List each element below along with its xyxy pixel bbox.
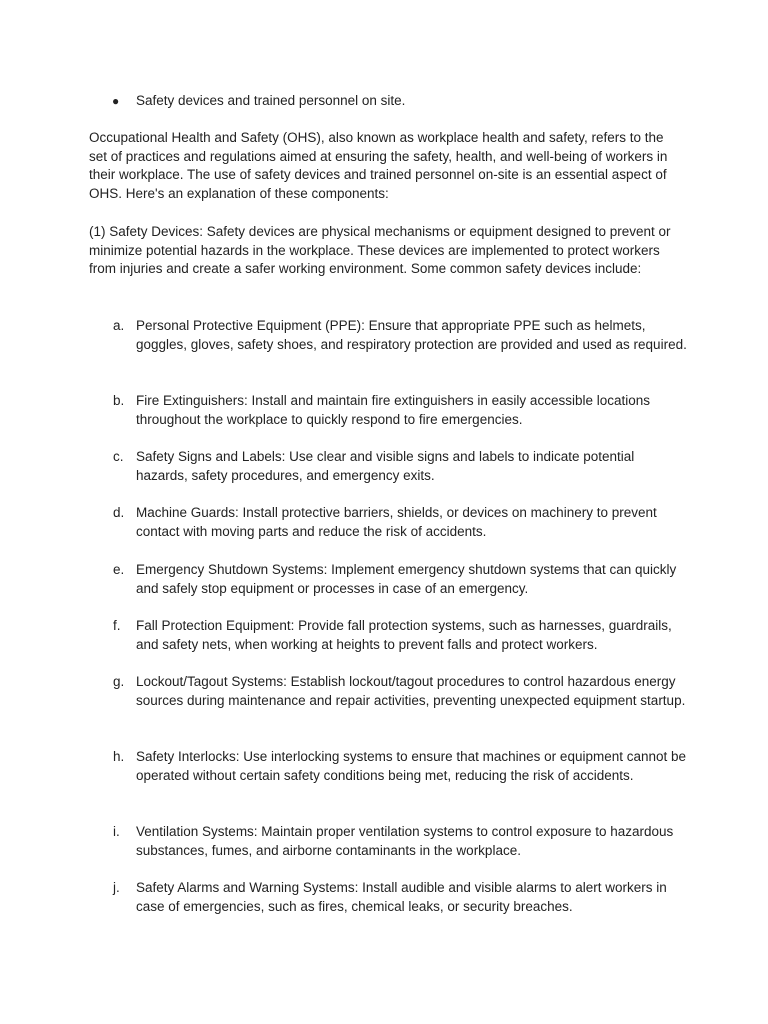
list-item-marker: a. xyxy=(113,318,125,333)
list-item xyxy=(89,748,689,785)
list-item xyxy=(89,448,689,485)
list-item xyxy=(89,617,689,654)
list-item xyxy=(89,317,689,354)
list-item-text: Fall Protection Equipment: Provide fall protection systems, such as harnesses, guardrails, and safety nets, when working at heights to prevent falls and protect workers. xyxy=(136,618,672,652)
list-item xyxy=(89,879,689,916)
list-item xyxy=(89,504,689,541)
list-item-text: Lockout/Tagout Systems: Establish lockout/tagout procedures to control hazardous energy sources during maintenance and repair activities, preventing unexpected equipment startup. xyxy=(136,674,686,708)
list-item-text: Machine Guards: Install protective barriers, shields, or devices on machinery to prevent contact with moving parts and reduce the risk of accidents. xyxy=(136,505,657,539)
list-item-marker: g. xyxy=(113,674,125,689)
list-item xyxy=(89,392,689,429)
intro-paragraph: Occupational Health and Safety (OHS), also known as workplace health and safety, refers to the set of practices and regulations aimed at ensuring the safety, health, and well-being of workers in their workplace. The use of safety devices and trained personnel on-site is an essential aspect of OHS. Here's an explanation of these components: xyxy=(89,130,668,202)
bullet-item xyxy=(89,92,689,111)
list-item xyxy=(89,561,689,598)
list-item-text: Emergency Shutdown Systems: Implement emergency shutdown systems that can quickly and safely stop equipment or processes in case of an emergency. xyxy=(136,562,677,596)
bullet-item-text: Safety devices and trained personnel on site. xyxy=(136,93,406,108)
list-item-text: Fire Extinguishers: Install and maintain fire extinguishers in easily accessible locations throughout the workplace to quickly respond to fire emergencies. xyxy=(136,393,650,427)
list-item-marker: e. xyxy=(113,562,125,577)
list-item-marker: d. xyxy=(113,505,125,520)
list-item-text: Personal Protective Equipment (PPE): Ensure that appropriate PPE such as helmets, goggles, gloves, safety shoes, and respiratory protection are provided and used as required. xyxy=(136,318,687,352)
list-item xyxy=(89,673,689,710)
list-item xyxy=(89,823,689,860)
list-item-marker: h. xyxy=(113,749,125,764)
list-item-text: Safety Signs and Labels: Use clear and visible signs and labels to indicate potential hazards, safety procedures, and emergency exits. xyxy=(136,449,635,483)
list-item-marker: j. xyxy=(113,880,120,895)
list-item-marker: c. xyxy=(113,449,124,464)
list-item-marker: i. xyxy=(113,824,120,839)
list-item-marker: b. xyxy=(113,393,125,408)
list-item-text: Safety Interlocks: Use interlocking systems to ensure that machines or equipment cannot be operated without certain safety conditions being met, reducing the risk of accidents. xyxy=(136,749,687,783)
safety-devices-paragraph: (1) Safety Devices: Safety devices are physical mechanisms or equipment designed to prevent or minimize potential hazards in the workplace. These devices are implemented to protect workers from injuries and create a safer working environment. Some common safety devices include: xyxy=(89,224,671,277)
list-item-marker: f. xyxy=(113,618,121,633)
list-item-text: Safety Alarms and Warning Systems: Install audible and visible alarms to alert workers in case of emergencies, such as fires, chemical leaks, or security breaches. xyxy=(136,880,667,914)
bullet-dot-icon: ● xyxy=(112,94,120,108)
list-item-text: Ventilation Systems: Maintain proper ventilation systems to control exposure to hazardous substances, fumes, and airborne contaminants in the workplace. xyxy=(136,824,674,858)
